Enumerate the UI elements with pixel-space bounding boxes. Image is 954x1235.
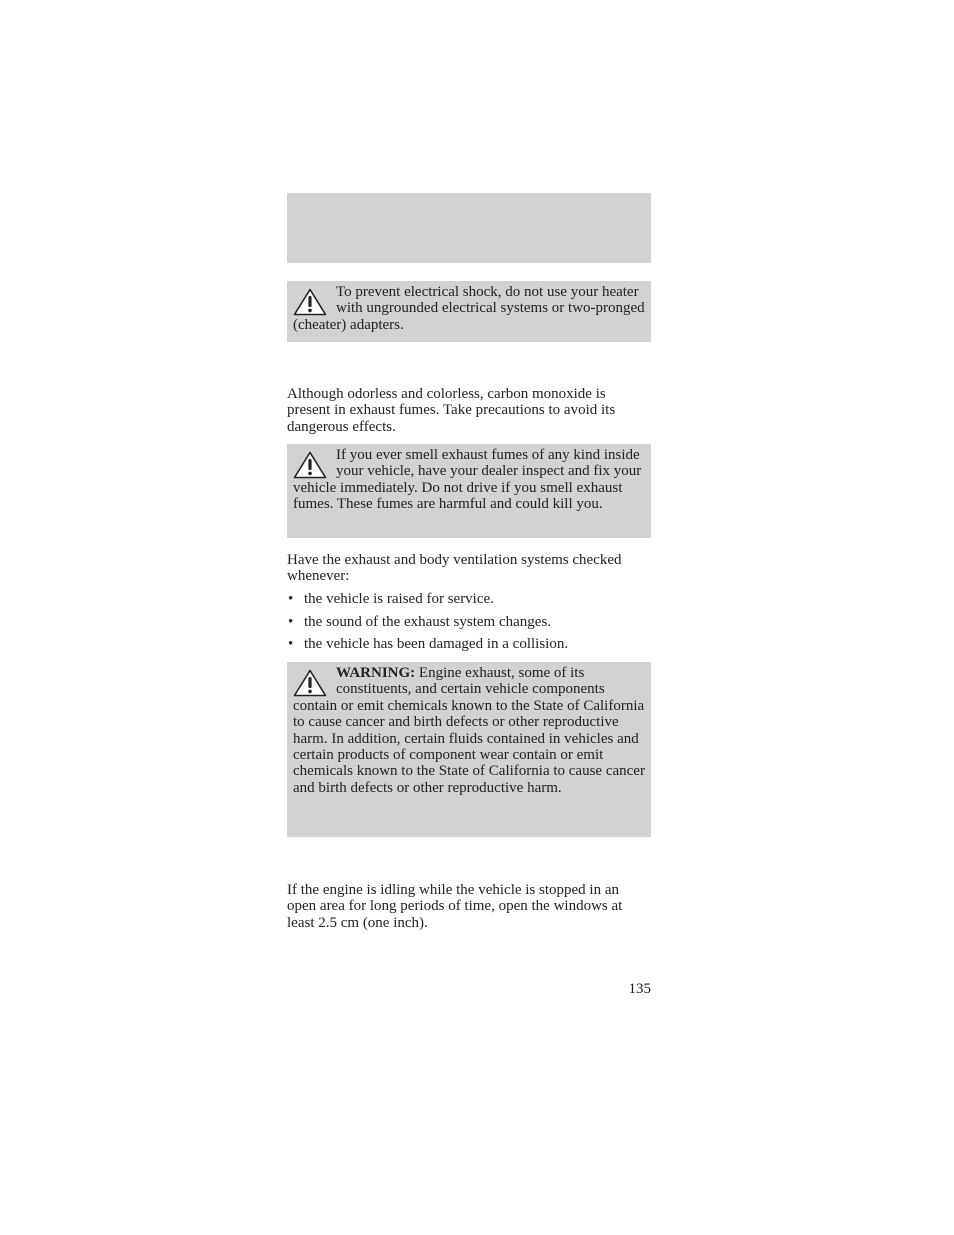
list-item-text: the vehicle has been damaged in a collision. <box>304 636 569 652</box>
list-item <box>287 614 651 637</box>
warning-triangle-icon <box>293 669 327 697</box>
warning-box-electrical-shock <box>287 281 651 342</box>
ventilation-check-list <box>287 591 651 659</box>
warning-label: WARNING: <box>336 665 416 681</box>
bullet-glyph: • <box>288 591 294 607</box>
warning-text: To prevent electrical shock, do not use your heater with ungrounded electrical systems or two-pronged (cheater) adapters. <box>293 284 645 333</box>
warning-box-exhaust-fumes <box>287 444 651 538</box>
warning-triangle-icon <box>293 451 327 479</box>
bullet-glyph: • <box>288 613 294 630</box>
section-header-band <box>287 193 651 263</box>
page-number: 135 <box>628 981 651 997</box>
warning-text: If you ever smell exhaust fumes of any kind inside your vehicle, have your dealer inspect and fix your vehicle immediately. Do not drive if you smell exhaust fumes. These fumes are harmful and could kill you. <box>293 447 642 513</box>
list-item-text: the sound of the exhaust system changes. <box>304 613 552 630</box>
list-item <box>287 636 651 659</box>
warning-text: Engine exhaust, some of its constituents, and certain vehicle components contain or emit chemicals known to the State of California to cause cancer and birth defects or other reproductive harm. In addition, certain fluids contained in vehicles and certain products of component wear contain or emit chemicals known to the State of California to cause cancer and birth defects or other reproductive harm. <box>293 665 645 796</box>
ventilation-check-intro: Have the exhaust and body ventilation systems checked whenever: <box>287 552 622 585</box>
list-item-text: the vehicle is raised for service. <box>304 591 494 607</box>
list-item <box>287 591 651 614</box>
idling-paragraph: If the engine is idling while the vehicle is stopped in an open area for long periods of time, open the windows at least 2.5 cm (one inch). <box>287 882 623 931</box>
carbon-monoxide-paragraph: Although odorless and colorless, carbon monoxide is present in exhaust fumes. Take precautions to avoid its dangerous effects. <box>287 386 616 435</box>
warning-triangle-icon <box>293 288 327 316</box>
bullet-glyph: • <box>288 636 294 652</box>
warning-box-california <box>287 662 651 837</box>
